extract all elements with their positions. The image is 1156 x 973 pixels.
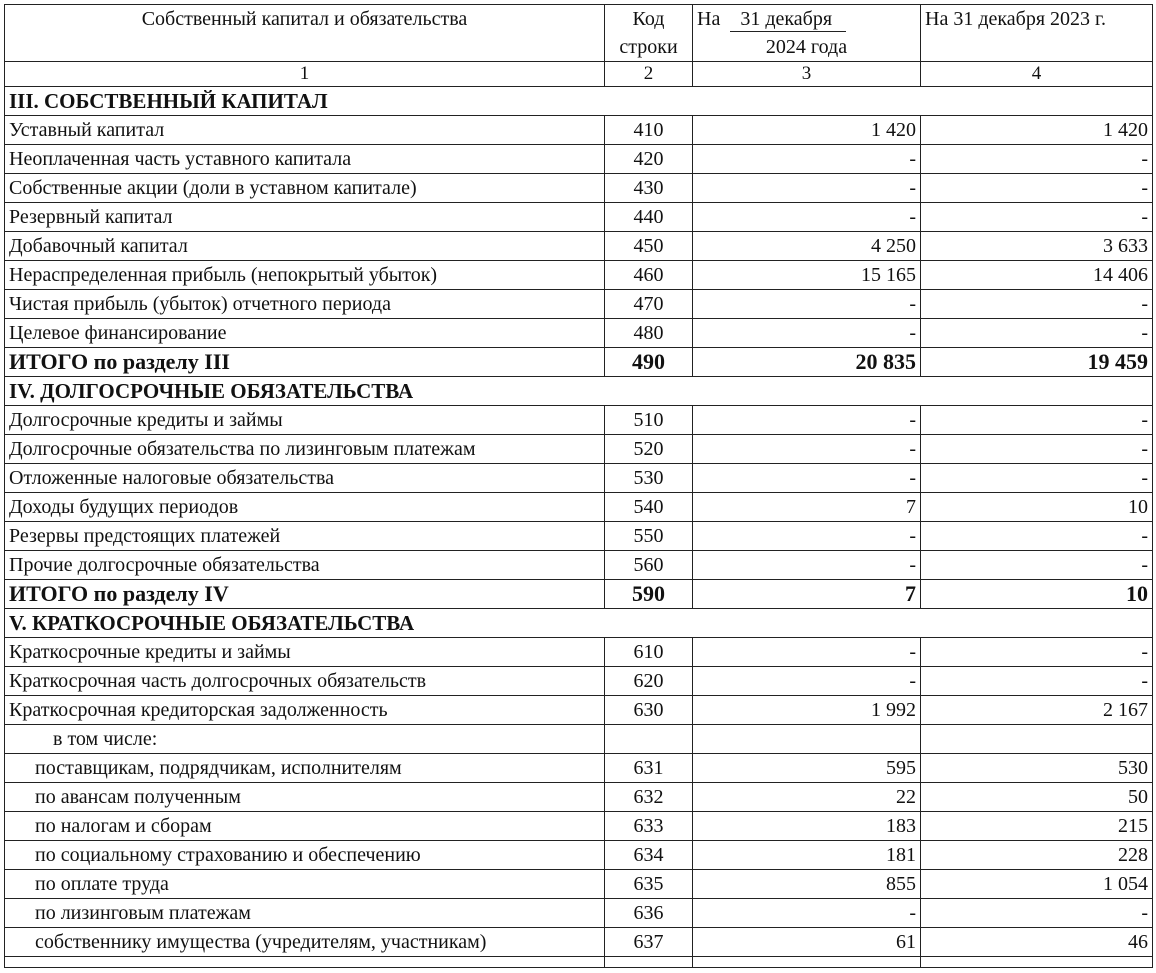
- table-row: [5, 522, 1153, 551]
- row-name: Резервы предстоящих платежей: [5, 522, 605, 551]
- row-name: Резервный капитал: [5, 203, 605, 232]
- header-2023: На 31 декабря 2023 г.: [921, 5, 1153, 62]
- row-code: 440: [605, 203, 693, 232]
- row-code: 420: [605, 145, 693, 174]
- row-name: ИТОГО по разделу IV: [5, 580, 605, 609]
- row-code: 560: [605, 551, 693, 580]
- column-number: 2: [605, 62, 693, 87]
- value-2024: 4 250: [693, 232, 921, 261]
- value-2024: -: [693, 667, 921, 696]
- table-row: [5, 232, 1153, 261]
- row-code: 460: [605, 261, 693, 290]
- value-2023: 215: [921, 812, 1153, 841]
- empty-cell: [5, 957, 605, 968]
- row-code: 632: [605, 783, 693, 812]
- header-code: [605, 5, 693, 62]
- row-name: по авансам полученным: [5, 783, 605, 812]
- table-subrow: [5, 928, 1153, 957]
- table-row: [5, 116, 1153, 145]
- section-header-row: [5, 87, 1153, 116]
- row-name: ИТОГО по разделу III: [5, 348, 605, 377]
- empty-cell: [605, 957, 693, 968]
- empty-cell: [605, 725, 693, 754]
- row-code: 450: [605, 232, 693, 261]
- including-label: в том числе:: [5, 725, 605, 754]
- value-2024: -: [693, 435, 921, 464]
- value-2023: -: [921, 638, 1153, 667]
- value-2023: -: [921, 667, 1153, 696]
- value-2024: 22: [693, 783, 921, 812]
- row-code: 550: [605, 522, 693, 551]
- empty-cell: [921, 725, 1153, 754]
- table-row: [5, 261, 1153, 290]
- section-header-row: [5, 609, 1153, 638]
- table-row: [5, 464, 1153, 493]
- value-2024: -: [693, 145, 921, 174]
- value-2023: -: [921, 406, 1153, 435]
- value-2024: -: [693, 290, 921, 319]
- table-row: [5, 406, 1153, 435]
- value-2023: 50: [921, 783, 1153, 812]
- row-name: Долгосрочные обязательства по лизинговым платежам: [5, 435, 605, 464]
- section-header-row: [5, 377, 1153, 406]
- value-2023: 46: [921, 928, 1153, 957]
- header-2024-prefix: На: [697, 8, 721, 30]
- table-subrow: [5, 899, 1153, 928]
- table-subrow: [5, 841, 1153, 870]
- table-row: [5, 203, 1153, 232]
- value-2023: -: [921, 145, 1153, 174]
- table-row: [5, 290, 1153, 319]
- value-2024: 7: [693, 493, 921, 522]
- row-name: Краткосрочная кредиторская задолженность: [5, 696, 605, 725]
- value-2023: 10: [921, 493, 1153, 522]
- value-2023: 10: [921, 580, 1153, 609]
- value-2024: 61: [693, 928, 921, 957]
- value-2024: 183: [693, 812, 921, 841]
- row-code: 430: [605, 174, 693, 203]
- liabilities-table: [4, 4, 1153, 968]
- value-2024: -: [693, 319, 921, 348]
- row-name: Краткосрочные кредиты и займы: [5, 638, 605, 667]
- value-2024: 7: [693, 580, 921, 609]
- value-2023: 19 459: [921, 348, 1153, 377]
- table-row: [5, 696, 1153, 725]
- header-2024-year: 2024 года: [765, 36, 848, 58]
- column-number: 4: [921, 62, 1153, 87]
- section-title: V. КРАТКОСРОЧНЫЕ ОБЯЗАТЕЛЬСТВА: [5, 609, 1153, 638]
- row-code: 540: [605, 493, 693, 522]
- row-code: 633: [605, 812, 693, 841]
- row-code: 490: [605, 348, 693, 377]
- column-number: 1: [5, 62, 605, 87]
- column-number-row: [5, 62, 1153, 87]
- value-2023: 2 167: [921, 696, 1153, 725]
- table-subrow: [5, 754, 1153, 783]
- row-code: 631: [605, 754, 693, 783]
- table-row: [5, 435, 1153, 464]
- value-2024: -: [693, 899, 921, 928]
- value-2024: -: [693, 203, 921, 232]
- balance-sheet: [4, 4, 1152, 968]
- total-row: [5, 580, 1153, 609]
- value-2023: -: [921, 435, 1153, 464]
- row-code: 636: [605, 899, 693, 928]
- value-2024: 1 992: [693, 696, 921, 725]
- table-row: [5, 493, 1153, 522]
- row-name: по лизинговым платежам: [5, 899, 605, 928]
- row-name: Долгосрочные кредиты и займы: [5, 406, 605, 435]
- row-name: Краткосрочная часть долгосрочных обязательств: [5, 667, 605, 696]
- row-code: 530: [605, 464, 693, 493]
- section-title: IV. ДОЛГОСРОЧНЫЕ ОБЯЗАТЕЛЬСТВА: [5, 377, 1153, 406]
- table-row: [5, 319, 1153, 348]
- value-2024: 1 420: [693, 116, 921, 145]
- value-2023: -: [921, 464, 1153, 493]
- header-code-line2: строки: [619, 36, 678, 58]
- section-title: III. СОБСТВЕННЫЙ КАПИТАЛ: [5, 87, 1153, 116]
- row-code: 634: [605, 841, 693, 870]
- row-code: 480: [605, 319, 693, 348]
- table-subrow: [5, 812, 1153, 841]
- header-code-line1: Код: [632, 8, 665, 30]
- header-2024: [693, 5, 921, 62]
- row-name: Чистая прибыль (убыток) отчетного периода: [5, 290, 605, 319]
- value-2024: -: [693, 522, 921, 551]
- value-2023: 228: [921, 841, 1153, 870]
- value-2023: -: [921, 551, 1153, 580]
- value-2023: 1 420: [921, 116, 1153, 145]
- table-row: [5, 638, 1153, 667]
- column-number: 3: [693, 62, 921, 87]
- table-row: [5, 551, 1153, 580]
- row-code: 520: [605, 435, 693, 464]
- empty-cell: [693, 725, 921, 754]
- value-2023: 530: [921, 754, 1153, 783]
- table-row: [5, 145, 1153, 174]
- header-2024-date: 31 декабря: [730, 7, 846, 32]
- row-name: Добавочный капитал: [5, 232, 605, 261]
- cut-off-row: [5, 957, 1153, 968]
- table-row: [5, 667, 1153, 696]
- including-row: [5, 725, 1153, 754]
- total-row: [5, 348, 1153, 377]
- value-2024: -: [693, 406, 921, 435]
- row-code: 630: [605, 696, 693, 725]
- row-name: Неоплаченная часть уставного капитала: [5, 145, 605, 174]
- row-name: по оплате труда: [5, 870, 605, 899]
- value-2024: 20 835: [693, 348, 921, 377]
- value-2024: -: [693, 464, 921, 493]
- row-name: поставщикам, подрядчикам, исполнителям: [5, 754, 605, 783]
- row-code: 510: [605, 406, 693, 435]
- value-2024: 15 165: [693, 261, 921, 290]
- row-code: 610: [605, 638, 693, 667]
- value-2024: 595: [693, 754, 921, 783]
- row-name: Собственные акции (доли в уставном капитале): [5, 174, 605, 203]
- row-name: по социальному страхованию и обеспечению: [5, 841, 605, 870]
- table-row: [5, 174, 1153, 203]
- value-2023: 14 406: [921, 261, 1153, 290]
- value-2024: 855: [693, 870, 921, 899]
- value-2023: -: [921, 899, 1153, 928]
- value-2024: -: [693, 551, 921, 580]
- table-body: [5, 5, 1153, 968]
- empty-cell: [921, 957, 1153, 968]
- row-name: Отложенные налоговые обязательства: [5, 464, 605, 493]
- table-subrow: [5, 783, 1153, 812]
- row-code: 620: [605, 667, 693, 696]
- value-2023: -: [921, 522, 1153, 551]
- value-2023: -: [921, 174, 1153, 203]
- table-header-row: [5, 5, 1153, 62]
- row-code: 410: [605, 116, 693, 145]
- value-2024: -: [693, 638, 921, 667]
- value-2023: 1 054: [921, 870, 1153, 899]
- row-name: Уставный капитал: [5, 116, 605, 145]
- value-2023: -: [921, 290, 1153, 319]
- row-code: 635: [605, 870, 693, 899]
- value-2023: 3 633: [921, 232, 1153, 261]
- value-2024: 181: [693, 841, 921, 870]
- header-name: Собственный капитал и обязательства: [5, 5, 605, 62]
- row-name: Нераспределенная прибыль (непокрытый убыток): [5, 261, 605, 290]
- row-name: Доходы будущих периодов: [5, 493, 605, 522]
- row-name: Целевое финансирование: [5, 319, 605, 348]
- row-code: 637: [605, 928, 693, 957]
- row-name: собственнику имущества (учредителям, участникам): [5, 928, 605, 957]
- row-code: 470: [605, 290, 693, 319]
- row-name: по налогам и сборам: [5, 812, 605, 841]
- empty-cell: [693, 957, 921, 968]
- value-2024: -: [693, 174, 921, 203]
- value-2023: -: [921, 203, 1153, 232]
- row-code: 590: [605, 580, 693, 609]
- table-subrow: [5, 870, 1153, 899]
- row-name: Прочие долгосрочные обязательства: [5, 551, 605, 580]
- value-2023: -: [921, 319, 1153, 348]
